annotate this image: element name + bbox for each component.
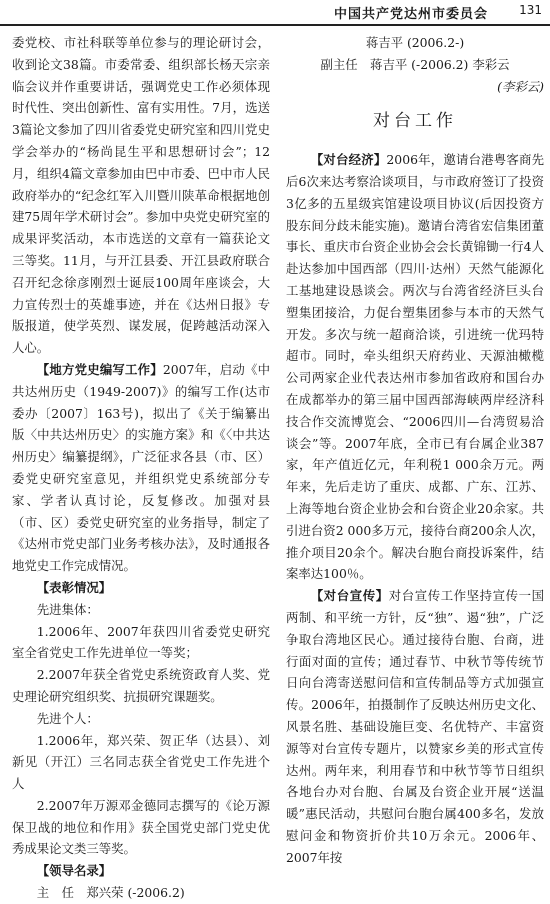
right-column — [286, 32, 544, 868]
paragraph-taiwan-economy — [286, 149, 544, 585]
section-label-economy: 【对台经济】 — [310, 152, 387, 168]
leader-entry-1: 主 任 郑兴荣 (-2006.2) — [36, 885, 185, 901]
page-number: 131 — [519, 3, 542, 17]
page-header — [0, 0, 550, 26]
local-history-text: 2007年，启动《中共达州历史（1949-2007)》的编写工作(达市委办〔2007〕163号)，拟出了《关于编纂出版〈中共达州历史〉的实施方案》和《〈中共达州历史〉编纂提纲》，广泛征求各县（市、区）委党史研究室意见，并组织党史系统部分专家、学者认真讨论，反复修改。加强对县（市、区）委党史研究室的业务指导，制定了《达州市党史部门业务考核办法》，及时通报各地党史工作完成情况。 — [12, 361, 270, 574]
header-title: 中国共产党达州市委员会 — [333, 7, 488, 22]
individual-item-1: 1.2006年，郑兴荣、贺正华（达县）、刘新见（开江）三名同志获全省党史工作先进个人 — [12, 732, 270, 792]
economy-text: 2006年，邀请台港粤客商先后6次来达考察洽谈项目，与市政府签订了投资3亿多的五星级宾馆建设项目协议(后因投资方股东间分歧未能实施)。邀请台湾省宏信集团董事长、重庆市台资企业协会会长黄锦锄一行4人赴达参加中国西部（四川·达州）天然气能源化工基地建设恳谈会。两次与台湾省经济巨头台塑集团接洽，力促台塑集团参与本市的天然气开发。多次与统一超商洽谈，引进统一优玛特超市。同时，牵头组织天府药业、天源油橄榄公司两家企业代表达州市参加省政府和国台办在成都举办的第三届中国西部海峡两岸经济科技合作交流博览会、“2006四川—台湾贸易洽谈会”等。2007年底，全市已有台属企业387家，年产值近亿元，年利税1 000余万元。两年来，先后走访了重庆、成都、广东、江苏、上海等地台资企业协会和台资企业20余家。共引进台资2 000多万元，接待台商200余人次，推介项目20余个。解决台胞台商投诉案件，结案率达100％。 — [286, 152, 544, 582]
paragraph-seminar: 委党校、市社科联等单位参与的理论研讨会，收到论文38篇。市委常委、组织部长杨天宗亲临会议并作重要讲话，强调党史工作必须体现时代性、突出创新性、富有实用性。7月，选送3篇论文参加了四川省委党史研究室和四川党史学会举办的“杨尚昆生平和思想研讨会”；12月，组织4篇文章参加由巴中市委、巴中市人民政府举办的“纪念红军入川暨川陕革命根据地创建75周年学术研讨会”。参加中央党史研究室的成果评奖活动，本市选送的文章有一篇获论文三等奖。11月，与开江县委、开江县政府联合召开纪念徐彦刚烈士诞辰100周年座谈会，大力宣传烈士的英雄事迹，并在《达州日报》专版报道，使学英烈、谋发展，促跨越活动深入人心。 — [12, 35, 270, 356]
promotion-text: 对台宣传工作坚持宣传一国两制、和平统一方针，反“独”、遏“独”，广泛争取台湾地区民心。通过接待台胞、台商，进行面对面的宣传；通过春节、中秋节等传统节日向台湾寄送慰问信和宣传制品等方式加强宣传。2006年，拍摄制作了反映达州历史文化、风景名胜、基础设施巨变、名优特产、丰富资源等对台宣传专题片，以赞家乡美的形式宣传达州。两年来，利用春节和中秋节等节日组织各地台办对台胞、台属及台资企业开展“送温暖”惠民活动，共慰问台胞台属400多名，发放慰问金和物资折价共10万余元。2006年、2007年按 — [286, 588, 545, 865]
paragraph-taiwan-promotion — [286, 585, 544, 868]
section-label-local-history: 【地方党史编写工作】 — [36, 361, 163, 377]
collectives-label: 先进集体： — [36, 601, 99, 617]
author-credit: (李彩云) — [497, 78, 544, 94]
individuals-label: 先进个人： — [36, 710, 99, 726]
individual-item-2: 2.2007年万源邓金德同志撰写的《论万源保卫战的地位和作用》获全国党史部门党史优秀成果论文类三等奖。 — [12, 797, 270, 857]
section-label-honors: 【表彰情况】 — [36, 579, 112, 595]
collective-item-2: 2.2007年获全省党史系统资政育人奖、党史理论研究组织奖、抗损研究课题奖。 — [12, 667, 270, 704]
leader-entry-3: 副主任 蒋吉平 (-2006.2) 李彩云 — [320, 56, 510, 72]
left-column — [12, 32, 270, 904]
leader-entry-2: 蒋吉平 (2006.2-) — [365, 35, 465, 50]
section-label-leaders: 【领导名录】 — [36, 863, 112, 879]
paragraph-local-history — [12, 359, 270, 577]
collective-item-1: 1.2006年、2007年获四川省委党史研究室全省党史工作先进单位一等奖； — [12, 623, 270, 661]
article-title: 对台工作 — [373, 111, 457, 132]
section-label-promotion: 【对台宣传】 — [310, 588, 389, 604]
